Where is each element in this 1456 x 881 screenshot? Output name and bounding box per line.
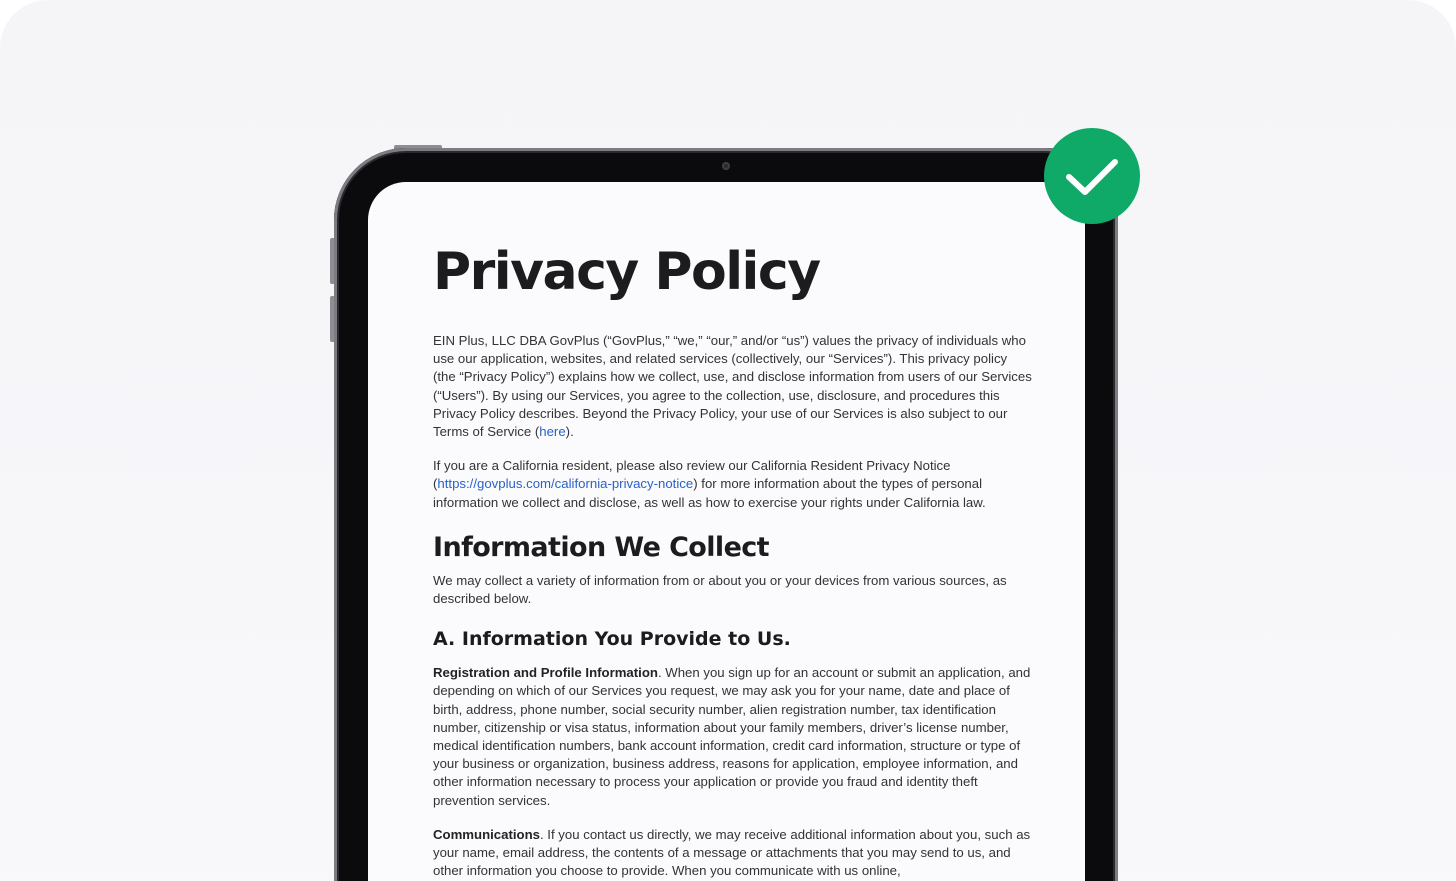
page-title: Privacy Policy [433, 242, 820, 302]
registration-paragraph [433, 664, 1033, 810]
communications-lead: Communications [433, 826, 540, 842]
intro-text-end: ). [565, 424, 574, 440]
intro-paragraph [433, 332, 1033, 441]
communications-paragraph [433, 826, 1033, 881]
registration-lead: Registration and Profile Information [433, 665, 658, 681]
california-text: If you are a California resident, please also review our California Resident Privacy Notice ( [433, 458, 951, 492]
communications-text: . If you contact us directly, we may receive additional information about you, such as your name, email address, the contents of a message or attachments that you may send to us, and other information you choose to provide. When you communicate with us online, [433, 826, 1031, 879]
terms-link[interactable]: here [539, 424, 566, 440]
section-intro: We may collect a variety of information from or about you or your devices from various sources, as described below. [433, 572, 1007, 607]
registration-text: . When you sign up for an account or submit an application, and depending on which of our Services you request, we may ask you for your name, date and place of birth, address, phone number, social security number, alien registration number, tax identification number, citizenship or visa status, information about your family members, driver’s license number, medical identification numbers, bank account information, credit card information, structure or type of your business or organization, business address, reasons for application, employee information, and other information necessary to process your application or provide you fraud and identity theft prevention services. [433, 665, 1031, 808]
california-paragraph [433, 457, 1033, 512]
document-content [433, 242, 1033, 880]
california-notice-link[interactable]: https://govplus.com/california-privacy-notice [437, 476, 694, 492]
intro-text: EIN Plus, LLC DBA GovPlus (“GovPlus,” “we,” “our,” and/or “us”) values the privacy of individuals who use our application, websites, and related services (collectively, our “Services”). This privacy policy (the “Privacy Policy”) explains how we collect, use, and disclose information from users of our Services (“Users”). By using our Services, you agree to the collection, use, disclosure, and procedures this Privacy Policy describes. Beyond the Privacy Policy, your use of our Services is also subject to our Terms of Service ( [433, 333, 1032, 440]
subsection-heading: A. Information You Provide to Us. [433, 628, 791, 651]
tablet-screen[interactable] [368, 182, 1085, 881]
approved-badge [1044, 128, 1140, 224]
section-heading: Information We Collect [433, 531, 769, 563]
camera-icon [722, 162, 730, 170]
tablet-frame [334, 148, 1118, 881]
california-text-end: ) for more information about the types of personal information we collect and disclose, as well as how to exercise your rights under California law. [433, 476, 986, 510]
checkmark-icon [1044, 128, 1140, 224]
